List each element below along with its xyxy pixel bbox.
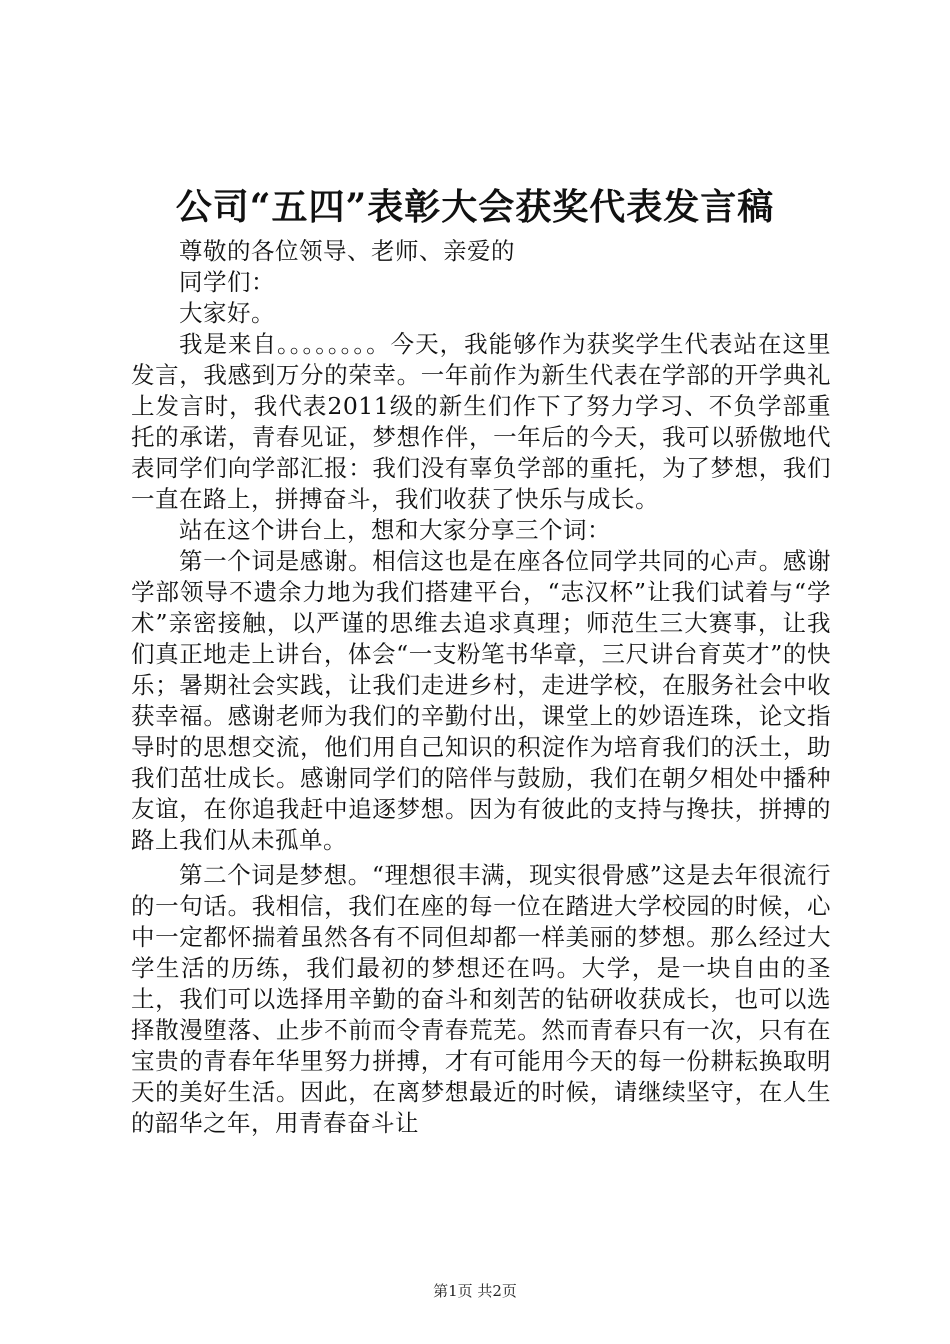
salutation-line-2: 同学们： — [179, 268, 275, 296]
paragraph-three-words: 站在这个讲台上，想和大家分享三个词： — [179, 516, 611, 544]
salutation-line-1: 尊敬的各位领导、老师、亲爱的 — [179, 237, 515, 265]
paragraph-introduction: 我是来自。。。。。。。。今天，我能够作为获奖学生代表站在这里发言，我感到万分的荣幸。一年前作为新生代表在学部的开学典礼上发言时，我代表2011级的新生们作下了努力学习、不负学部重托的承诺，青春见证，梦想作伴，一年后的今天，我可以骄傲地代表同学们向学部汇报：我们没有辜负学部的重托，为了梦想，我们一直在路上，拼搏奋斗，我们收获了快乐与成长。 — [131, 330, 831, 513]
greeting: 大家好。 — [179, 299, 275, 327]
document-title: 公司“五四”表彰大会获奖代表发言稿 — [175, 186, 775, 228]
paragraph-gratitude: 第一个词是感谢。相信这也是在座各位同学共同的心声。感谢学部领导不遗余力地为我们搭建平台，“志汉杯”让我们试着与“学术”亲密接触，以严谨的思维去追求真理；师范生三大赛事，让我们真正地走上讲台，体会“一支粉笔书华章，三尺讲台育英才”的快乐；暑期社会实践，让我们走进乡村，走进学校，在服务社会中收获幸福。感谢老师为我们的辛勤付出，课堂上的妙语连珠，论文指导时的思想交流，他们用自己知识的积淀作为培育我们的沃土，助我们茁壮成长。感谢同学们的陪伴与鼓励，我们在朝夕相处中播种友谊，在你追我赶中追逐梦想。因为有彼此的支持与搀扶，拼搏的路上我们从未孤单。 — [131, 547, 831, 854]
page-footer: 第1页 共2页 — [433, 1282, 517, 1300]
paragraph-dream: 第二个词是梦想。“理想很丰满，现实很骨感”这是去年很流行的一句话。我相信，我们在座的每一位在踏进大学校园的时候，心中一定都怀揣着虽然各有不同但却都一样美丽的梦想。那么经过大学生活的历练，我们最初的梦想还在吗。大学，是一块自由的圣土，我们可以选择用辛勤的奋斗和刻苦的钻研收获成长，也可以选择散漫堕落、止步不前而令青春荒芜。然而青春只有一次，只有在宝贵的青春年华里努力拼搏，才有可能用今天的每一份耕耘换取明天的美好生活。因此，在离梦想最近的时候，请继续坚守，在人生的韶华之年，用青春奋斗让 — [131, 861, 831, 1137]
document-body — [131, 236, 831, 1139]
